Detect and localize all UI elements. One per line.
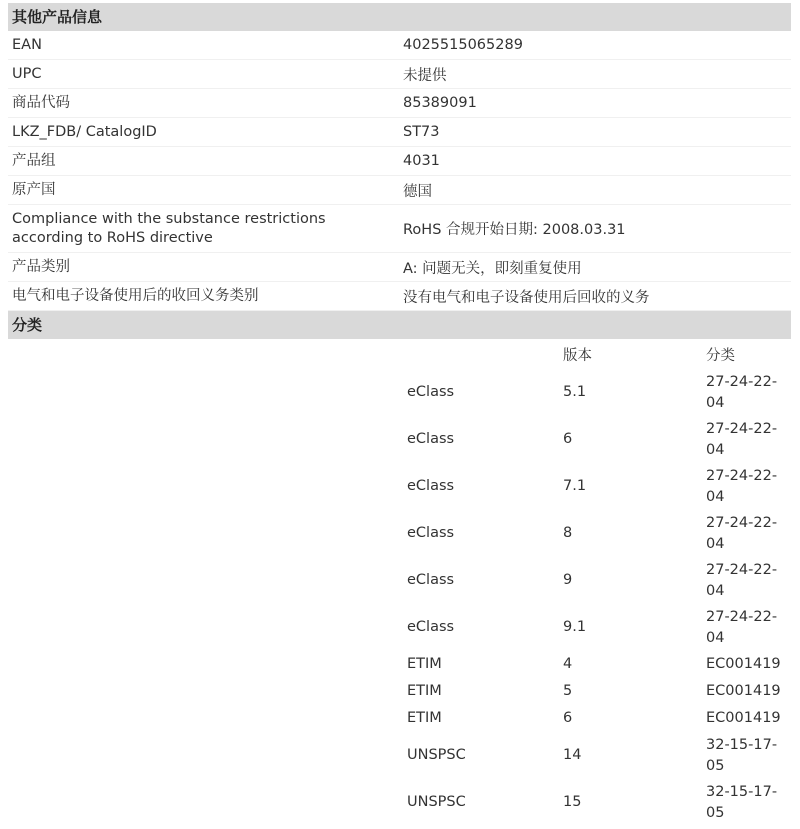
- class-code: 27-24-22-04: [706, 514, 778, 552]
- info-value: 4031: [403, 153, 440, 169]
- classification-row: [0, 779, 800, 826]
- class-system: eClass: [407, 572, 455, 588]
- info-key: UPC: [12, 65, 42, 82]
- classification-header-row: [0, 341, 800, 371]
- info-row-country-of-origin: [8, 176, 791, 205]
- info-value: A: 问题无关，即刻重复使用: [403, 260, 582, 277]
- class-code: 27-24-22-04: [706, 373, 778, 411]
- class-code: EC001419: [706, 683, 781, 699]
- classification-row: [0, 705, 800, 732]
- class-version: 9.1: [563, 619, 587, 635]
- classification-row: [0, 369, 800, 416]
- class-system: eClass: [407, 384, 455, 400]
- info-value: 4025515065289: [403, 37, 523, 53]
- info-value: ST73: [403, 124, 440, 140]
- class-version: 15: [563, 794, 582, 810]
- class-code: 32-15-17-05: [706, 736, 778, 774]
- section-header-classification: 分类: [8, 311, 791, 339]
- info-value: 85389091: [403, 95, 477, 111]
- class-version: 9: [563, 572, 573, 588]
- class-system: eClass: [407, 431, 455, 447]
- info-key: 原产国: [12, 181, 56, 198]
- info-value: 未提供: [403, 67, 447, 84]
- info-row-product-category: [8, 253, 791, 282]
- class-version: 7.1: [563, 478, 587, 494]
- class-code: 32-15-17-05: [706, 783, 778, 821]
- classification-row: [0, 651, 800, 678]
- class-version: 6: [563, 710, 573, 726]
- class-code: EC001419: [706, 656, 781, 672]
- class-system: eClass: [407, 619, 455, 635]
- info-key: 电气和电子设备使用后的收回义务类别: [12, 287, 259, 304]
- info-row-rohs: [8, 205, 791, 253]
- class-code: 27-24-22-04: [706, 420, 778, 458]
- class-system: ETIM: [407, 656, 442, 672]
- classification-row: [0, 416, 800, 463]
- info-key: 产品组: [12, 152, 56, 169]
- info-row-product-group: [8, 147, 791, 176]
- classification-row: [0, 732, 800, 779]
- class-system: eClass: [407, 478, 455, 494]
- info-value: RoHS 合规开始日期: 2008.03.31: [403, 222, 626, 238]
- class-system: UNSPSC: [407, 794, 466, 810]
- info-key: LKZ_FDB/ CatalogID: [12, 123, 157, 140]
- info-row-take-back: [8, 282, 791, 311]
- classification-row: [0, 604, 800, 651]
- class-version: 14: [563, 747, 582, 763]
- class-system: eClass: [407, 525, 455, 541]
- info-key: 商品代码: [12, 94, 70, 111]
- info-row-commodity-code: [8, 89, 791, 118]
- classification-row: [0, 557, 800, 604]
- class-system: UNSPSC: [407, 747, 466, 763]
- class-version: 5.1: [563, 384, 587, 400]
- classification-row: [0, 510, 800, 557]
- info-key: 产品类别: [12, 258, 70, 275]
- info-value: 德国: [403, 183, 432, 200]
- class-code: 27-24-22-04: [706, 467, 778, 505]
- info-value: 没有电气和电子设备使用后回收的义务: [403, 289, 650, 306]
- class-version: 8: [563, 525, 573, 541]
- classification-row: [0, 463, 800, 510]
- class-version: 4: [563, 656, 573, 672]
- class-code: 27-24-22-04: [706, 561, 778, 599]
- class-system: ETIM: [407, 710, 442, 726]
- info-key: Compliance with the substance restrictions according to RoHS directive: [12, 210, 326, 246]
- info-row-upc: [8, 60, 791, 89]
- class-header: 分类: [706, 347, 735, 364]
- class-version: 5: [563, 683, 573, 699]
- class-code: 27-24-22-04: [706, 608, 778, 646]
- info-key: EAN: [12, 36, 42, 53]
- class-version: 6: [563, 431, 573, 447]
- info-row-catalog-id: [8, 118, 791, 147]
- version-header: 版本: [563, 347, 592, 364]
- class-system: ETIM: [407, 683, 442, 699]
- info-row-ean: [8, 31, 791, 60]
- section-header-other-info: 其他产品信息: [8, 3, 791, 31]
- classification-row: [0, 678, 800, 705]
- class-code: EC001419: [706, 710, 781, 726]
